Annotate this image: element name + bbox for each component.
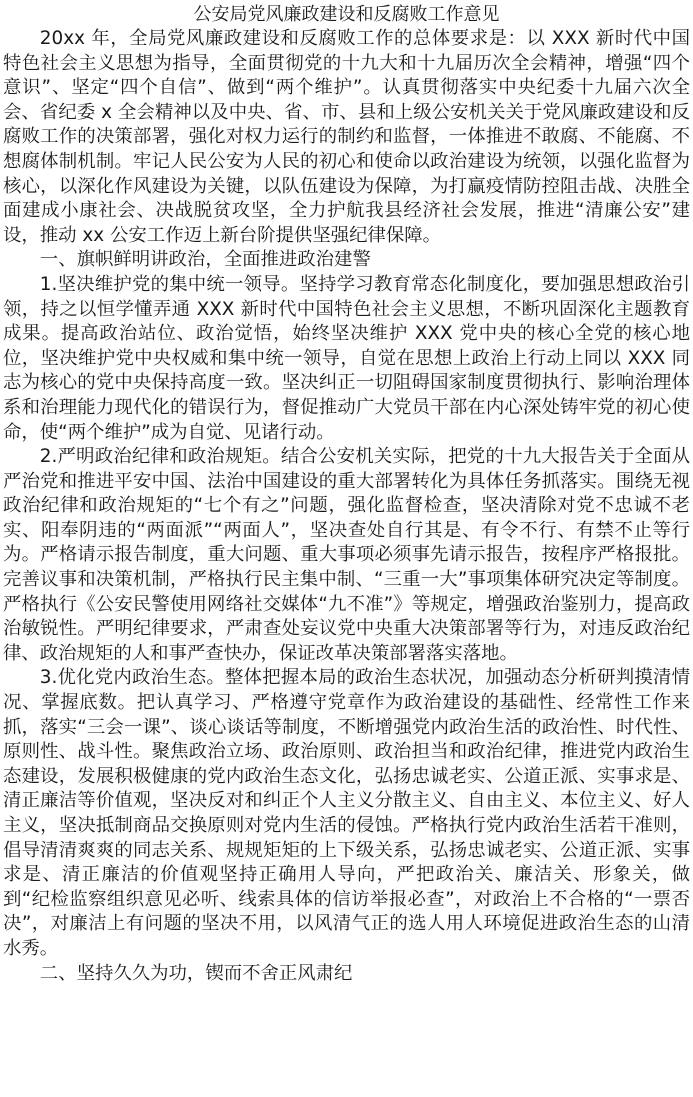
item-paragraph-1: 1.坚决维护党的集中统一领导。坚持学习教育常态化制度化，要加强思想政治引领，持之以恒学懂弄通 XXX 新时代中国特色社会主义思想，不断巩固深化主题教育成果。提高政治站位、政治觉悟，始终坚决维护 XXX 党中央的核心全党的核心地位，坚决维护党中央权威和集中统一领导，自觉在思想上政治上行动上同以 XXX 同志为核心的党中央保持高度一致。坚决纠正一切阻碍国家制度贯彻执行、影响治理体系和治理能力现代化的错误行为，督促推动广大党员干部在内心深处铸牢党的初心使命，使“两个维护”成为自觉、见诸行动。: [3, 273, 690, 443]
section-heading-2: 二、坚持久久为功，锲而不舍正风肃纪: [39, 962, 353, 984]
item-paragraph-2: 2.严明政治纪律和政治规矩。结合公安机关实际，把党的十九大报告关于全面从严治党和推进平安中国、法治中国建设的重大部署转化为具体任务抓落实。围绕无视政治纪律和政治规矩的“七个有之”问题，强化监督检查，坚决清除对党不忠诚不老实、阳奉阴违的“两面派”“两面人”，坚决查处自行其是、有令不行、有禁不止等行为。严格请示报告制度，重大问题、重大事项必须事先请示报告，按程序严格报批。完善议事和决策机制，严格执行民主集中制、“三重一大”事项集体研究决定等制度。严格执行《公安民警使用网络社交媒体“九不准”》等规定，增强政治鉴别力，提高政治敏锐性。严明纪律要求，严肃查处妄议党中央重大决策部署等行为，对违反政治纪律、政治规矩的人和事严查快办，保证改革决策部署落实落地。: [3, 446, 690, 664]
section-heading-1: 一、旗帜鲜明讲政治，全面推进政治建警: [39, 249, 371, 271]
item-paragraph-3: 3.优化党内政治生态。整体把握本局的政治生态状况，加强动态分析研判摸清情况、掌握底数。把认真学习、严格遵守党章作为政治建设的基础性、经常性工作来抓，落实“三会一课”、谈心谈话等制度，不断增强党内政治生活的政治性、时代性、原则性、战斗性。聚焦政治立场、政治原则、政治担当和政治纪律，推进党内政治生态建设，发展积极健康的党内政治生态文化，弘扬忠诚老实、公道正派、实事求是、清正廉洁等价值观，坚决反对和纠正个人主义分散主义、自由主义、本位主义、好人主义，坚决抵制商品交换原则对党内生活的侵蚀。严格执行党内政治生活若干准则，倡导清清爽爽的同志关系、规规矩矩的上下级关系，弘扬忠诚老实、公道正派、实事求是、清正廉洁的价值观坚持正确用人导向，严把政治关、廉洁关、形象关，做到“纪检监察组织意见必听、线索具体的信访举报必查”，对政治上不合格的“一票否决”，对廉洁上有问题的坚决不用，以风清气正的选人用人环境促进政治生态的山清水秀。: [3, 667, 690, 959]
document-title: 公安局党风廉政建设和反腐败工作意见: [193, 4, 500, 25]
intro-paragraph: 20xx 年，全局党风廉政建设和反腐败工作的总体要求是：以 XXX 新时代中国特色社会主义思想为指导，全面贯彻党的十九大和十九届历次全会精神，增强“四个意识”、坚定“四个自信”、做到“两个维护”。认真贯彻落实中央纪委十九届六次全会、省纪委 x 全会精神以及中央、省、市、县和上级公安机关关于党风廉政建设和反腐败工作的决策部署，强化对权力运行的制约和监督，一体推进不敢腐、不能腐、不想腐体制机制。牢记人民公安为人民的初心和使命以政治建设为统领，以强化监督为核心，以深化作风建设为关键，以队伍建设为保障，为打赢疫情防控阻击战、决胜全面建成小康社会、决战脱贫攻坚，全力护航我县经济社会发展，推进“清廉公安”建设，推动 xx 公安工作迈上新台阶提供坚强纪律保障。: [3, 28, 690, 246]
